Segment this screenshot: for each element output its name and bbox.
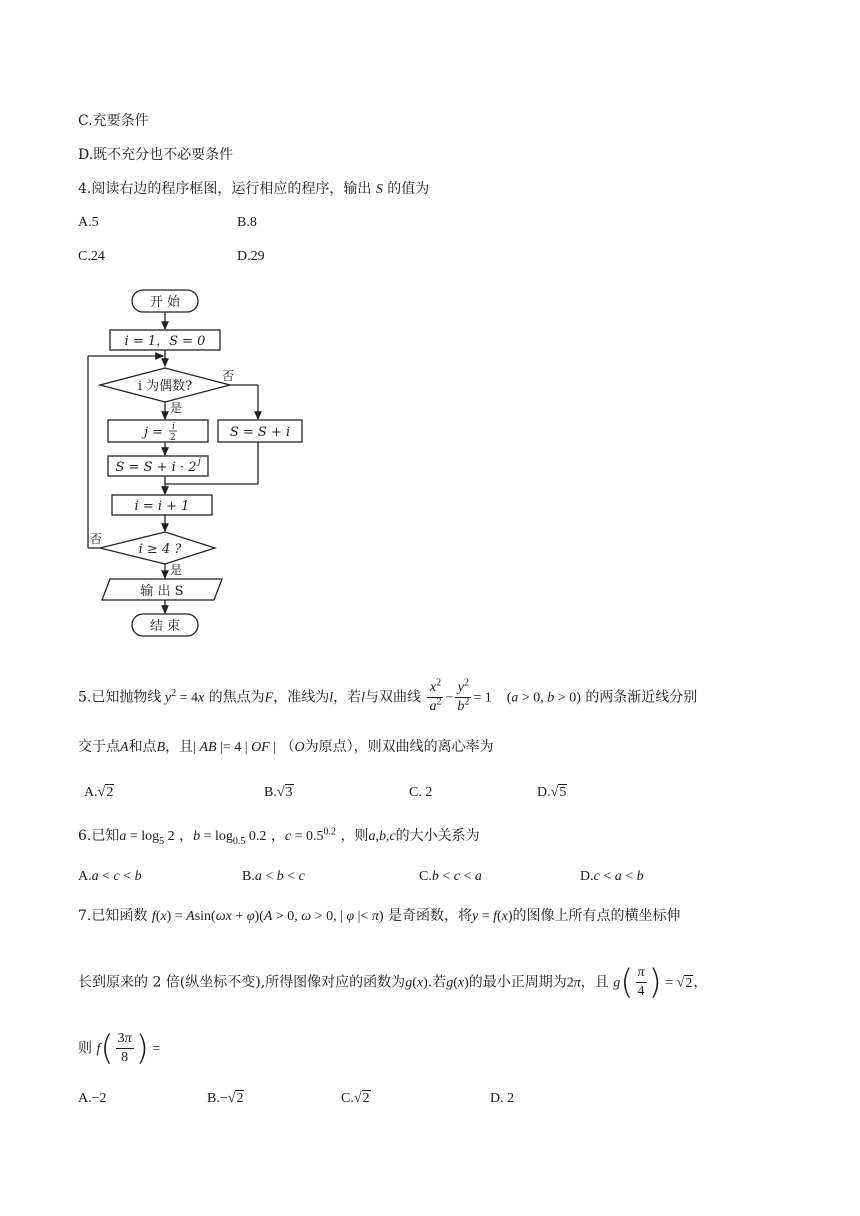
flow-i-increment-label: i = i + 1: [134, 499, 190, 514]
q5-option-c: C. 2: [409, 785, 433, 800]
flow-cond1-label: i 为偶数?: [137, 379, 193, 394]
flow-cond2-label: i ≥ 4 ?: [138, 542, 182, 557]
flow-j-num: i: [172, 422, 175, 432]
q6-option-c: C.b < c < a: [419, 869, 482, 884]
flow-cond1-no-label: 否: [222, 369, 235, 383]
q4-option-d: D.29: [237, 249, 265, 264]
q3-option-d: D.既不充分也不必要条件: [78, 147, 234, 163]
q4-option-a: A.5: [78, 215, 99, 230]
flow-output-label: 输 出 S: [140, 584, 184, 599]
q5-line1: 5.已知抛物线 $y^2 = 4x$ 的焦点为F，准线为l，若l与双曲线 $\frac{x^2}{a^2}$ − $\frac{y^2}{b^2}$ = 1 (a > 0, b > 0) 的两条渐近线分别: [78, 677, 698, 714]
q7-option-c: C.√2: [341, 1091, 370, 1106]
q5-line2: 交于点A和点B，且| AB |= 4 | OF | （O为原点），则双曲线的离心率为: [78, 739, 494, 755]
q6-stem: 6.已知$a = \log_5 2$ ，$b = \log_{0.5} 0.2$ ，$c = 0.5^{0.2}$ ，则a,b,c的大小关系为: [78, 826, 480, 847]
q5-option-d: D.√5: [537, 785, 567, 800]
flow-cond1-yes-label: 是: [170, 401, 183, 415]
q7-line2: 长到原来的 2 倍(纵坐标不变),所得图像对应的函数为g(x).若g(x)的最小正周期为2π，且 g( $\frac{\pi}{4}$ ) = √2，: [78, 962, 708, 1003]
flow-s-update2-label: S = S + i: [229, 425, 291, 440]
q7-line1: 7.已知函数 f(x) = Asin(ωx + φ)(A > 0, ω > 0, | φ |< π) 是奇函数，将y = f(x)的图像上所有点的横坐标伸: [78, 908, 681, 924]
q4-option-b: B.8: [237, 215, 257, 230]
q7-option-d: D. 2: [490, 1091, 515, 1106]
flow-s-update1-exp: j: [198, 457, 201, 467]
q4-stem: 4.阅读右边的程序框图，运行相应的程序，输出 S 的值为: [78, 181, 430, 197]
flow-j-den: 2: [170, 433, 176, 443]
program-flowchart: [60, 280, 320, 650]
q3-option-c: C.充要条件: [78, 113, 149, 129]
q6-option-d: D.c < a < b: [580, 869, 644, 884]
q7-option-b: B.−√2: [207, 1091, 244, 1106]
q7-option-a: A.−2: [78, 1091, 107, 1106]
flow-j-assign-label: j =: [144, 425, 164, 440]
q7-line3: 则 f( $\frac{3\pi}{8}$ ) =: [78, 1028, 161, 1069]
q4-option-c: C.24: [78, 249, 105, 264]
q6-option-a: A.a < c < b: [78, 869, 142, 884]
q5-option-a: A.√2: [84, 785, 114, 800]
flow-end-label: 结 束: [149, 619, 181, 634]
q5-option-b: B.√3: [264, 785, 293, 800]
flow-s-update1-label: S = S + i · 2: [115, 460, 197, 475]
flow-cond2-yes-label: 是: [170, 563, 183, 577]
flow-cond2-no-label: 否: [90, 532, 103, 546]
q6-option-b: B.a < b < c: [242, 869, 305, 884]
flow-init-label: i = 1，S = 0: [124, 334, 206, 349]
flow-start-label: 开 始: [149, 295, 181, 310]
